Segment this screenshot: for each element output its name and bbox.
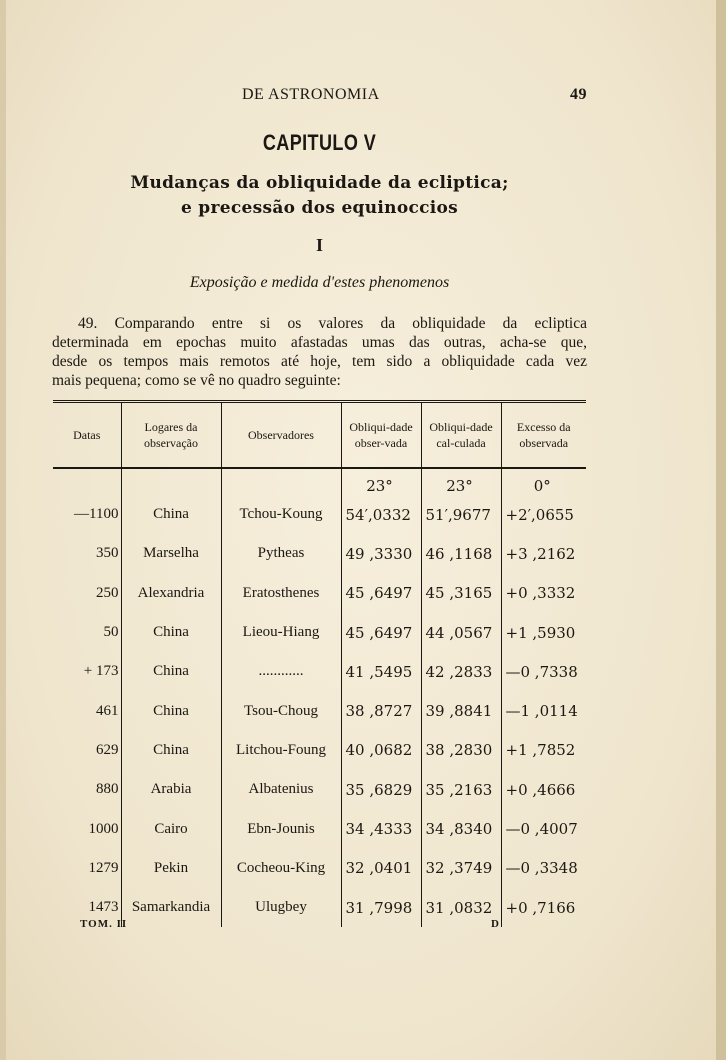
running-head-title: DE ASTRONOMIA [242, 86, 380, 103]
date-cell: 880 [96, 781, 119, 798]
page-edge-left [0, 0, 6, 1060]
date-cell: 629 [96, 741, 119, 758]
running-head [52, 86, 587, 106]
paragraph-line: 49. Comparando entre si os valores da obliquidade da ecliptica [78, 315, 587, 332]
table-row [53, 495, 586, 534]
page-footer [80, 918, 500, 934]
observer-cell: Litchou-Foung [221, 731, 341, 770]
date-cell: 350 [96, 545, 119, 562]
date-cell: + 173 [83, 663, 119, 680]
place-cell: Marselha [121, 534, 221, 573]
date-cell: 50 [103, 624, 119, 641]
place-cell: Pekin [121, 849, 221, 888]
page-edge-right [716, 0, 726, 1060]
calculated-cell: 44 ,0567 [421, 613, 501, 652]
place-cell: China [121, 691, 221, 730]
observed-cell: 32 ,0401 [341, 849, 421, 888]
signature-mark: D [491, 918, 500, 930]
date-cell: 1473 [88, 899, 119, 916]
table-row [53, 613, 586, 652]
paragraph-line: desde os tempos mais remotos até hoje, tem sido a obliquidade cada vez [52, 353, 587, 370]
place-cell: Cairo [121, 809, 221, 848]
unit-cell: 0° [501, 468, 586, 495]
column-header-observers: Observadores [221, 402, 341, 469]
table-header-row [53, 402, 586, 469]
observed-cell: 34 ,4333 [341, 809, 421, 848]
observer-cell: Ebn-Jounis [221, 809, 341, 848]
obliquity-table [53, 400, 586, 927]
table-row [53, 849, 586, 888]
excess-cell: —0 ,7338 [501, 652, 586, 691]
observer-cell: Eratosthenes [221, 574, 341, 613]
observed-cell: 31 ,7998 [341, 888, 421, 927]
table-row [53, 691, 586, 730]
place-cell: China [121, 613, 221, 652]
page-number: 49 [570, 86, 587, 103]
observer-cell: Cocheou-King [221, 849, 341, 888]
date-cell: 1000 [88, 820, 119, 837]
place-cell: Samarkandia [121, 888, 221, 927]
calculated-cell: 32 ,3749 [421, 849, 501, 888]
excess-cell: +1 ,7852 [501, 731, 586, 770]
section-title: Exposição e medida d'estes phenomenos [189, 274, 450, 291]
column-header-places: Logares da observação [121, 402, 221, 469]
observer-cell: Tsou-Choug [221, 691, 341, 730]
excess-cell: —0 ,3348 [501, 849, 586, 888]
excess-cell: +0 ,4666 [501, 770, 586, 809]
calculated-cell: 35 ,2163 [421, 770, 501, 809]
excess-cell: +0 ,7166 [501, 888, 586, 927]
calculated-cell: 45 ,3165 [421, 574, 501, 613]
unit-cell: 23° [341, 468, 421, 495]
table-row [53, 809, 586, 848]
observer-cell: Albatenius [221, 770, 341, 809]
date-cell: 1279 [88, 859, 119, 876]
calculated-cell: 39 ,8841 [421, 691, 501, 730]
chapter-subtitle-line-2: e precessão dos equinoccios [180, 198, 459, 218]
observer-cell: Pytheas [221, 534, 341, 573]
calculated-cell: 31 ,0832 [421, 888, 501, 927]
table-row [53, 574, 586, 613]
place-cell: Alexandria [121, 574, 221, 613]
observed-cell: 45 ,6497 [341, 574, 421, 613]
excess-cell: +3 ,2162 [501, 534, 586, 573]
excess-cell: +2′,0655 [501, 495, 586, 534]
observed-cell: 38 ,8727 [341, 691, 421, 730]
observed-cell: 41 ,5495 [341, 652, 421, 691]
date-cell: 461 [96, 702, 119, 719]
column-header-calculated: Obliqui-dade cal-culada [421, 402, 501, 469]
observed-cell: 40 ,0682 [341, 731, 421, 770]
excess-cell: +0 ,3332 [501, 574, 586, 613]
observed-cell: 45 ,6497 [341, 613, 421, 652]
chapter-heading: CAPITULO V [262, 130, 377, 155]
place-cell: China [121, 731, 221, 770]
observer-cell: ............ [221, 652, 341, 691]
observer-cell: Lieou-Hiang [221, 613, 341, 652]
excess-cell: —0 ,4007 [501, 809, 586, 848]
observed-cell: 49 ,3330 [341, 534, 421, 573]
paragraph-line: determinada em epochas muito afastadas umas das outras, acha-se que, [52, 334, 587, 351]
table-row [53, 731, 586, 770]
observer-cell: Tchou-Koung [221, 495, 341, 534]
date-cell: 250 [96, 584, 119, 601]
place-cell: China [121, 495, 221, 534]
table-row [53, 534, 586, 573]
column-header-excess: Excesso da observada [501, 402, 586, 469]
place-cell: Arabia [121, 770, 221, 809]
observed-cell: 54′,0332 [341, 495, 421, 534]
chapter-subtitle-line-1: Mudanças da obliquidade da ecliptica; [130, 173, 509, 193]
unit-cell [53, 468, 121, 495]
excess-cell: —1 ,0114 [501, 691, 586, 730]
column-header-dates: Datas [53, 402, 121, 469]
table-row [53, 652, 586, 691]
column-header-observed: Obliqui-dade obser-vada [341, 402, 421, 469]
observed-cell: 35 ,6829 [341, 770, 421, 809]
unit-cell [121, 468, 221, 495]
calculated-cell: 46 ,1168 [421, 534, 501, 573]
calculated-cell: 34 ,8340 [421, 809, 501, 848]
excess-cell: +1 ,5930 [501, 613, 586, 652]
calculated-cell: 38 ,2830 [421, 731, 501, 770]
unit-cell: 23° [421, 468, 501, 495]
section-number: I [315, 235, 323, 255]
date-cell: —1100 [74, 506, 119, 523]
paragraph-line: mais pequena; como se vê no quadro seguinte: [52, 372, 341, 389]
unit-cell [221, 468, 341, 495]
table-unit-row [53, 468, 586, 495]
calculated-cell: 42 ,2833 [421, 652, 501, 691]
table-row [53, 770, 586, 809]
volume-mark: TOM. II [80, 918, 128, 930]
calculated-cell: 51′,9677 [421, 495, 501, 534]
observer-cell: Ulugbey [221, 888, 341, 927]
paragraph [52, 314, 587, 390]
place-cell: China [121, 652, 221, 691]
